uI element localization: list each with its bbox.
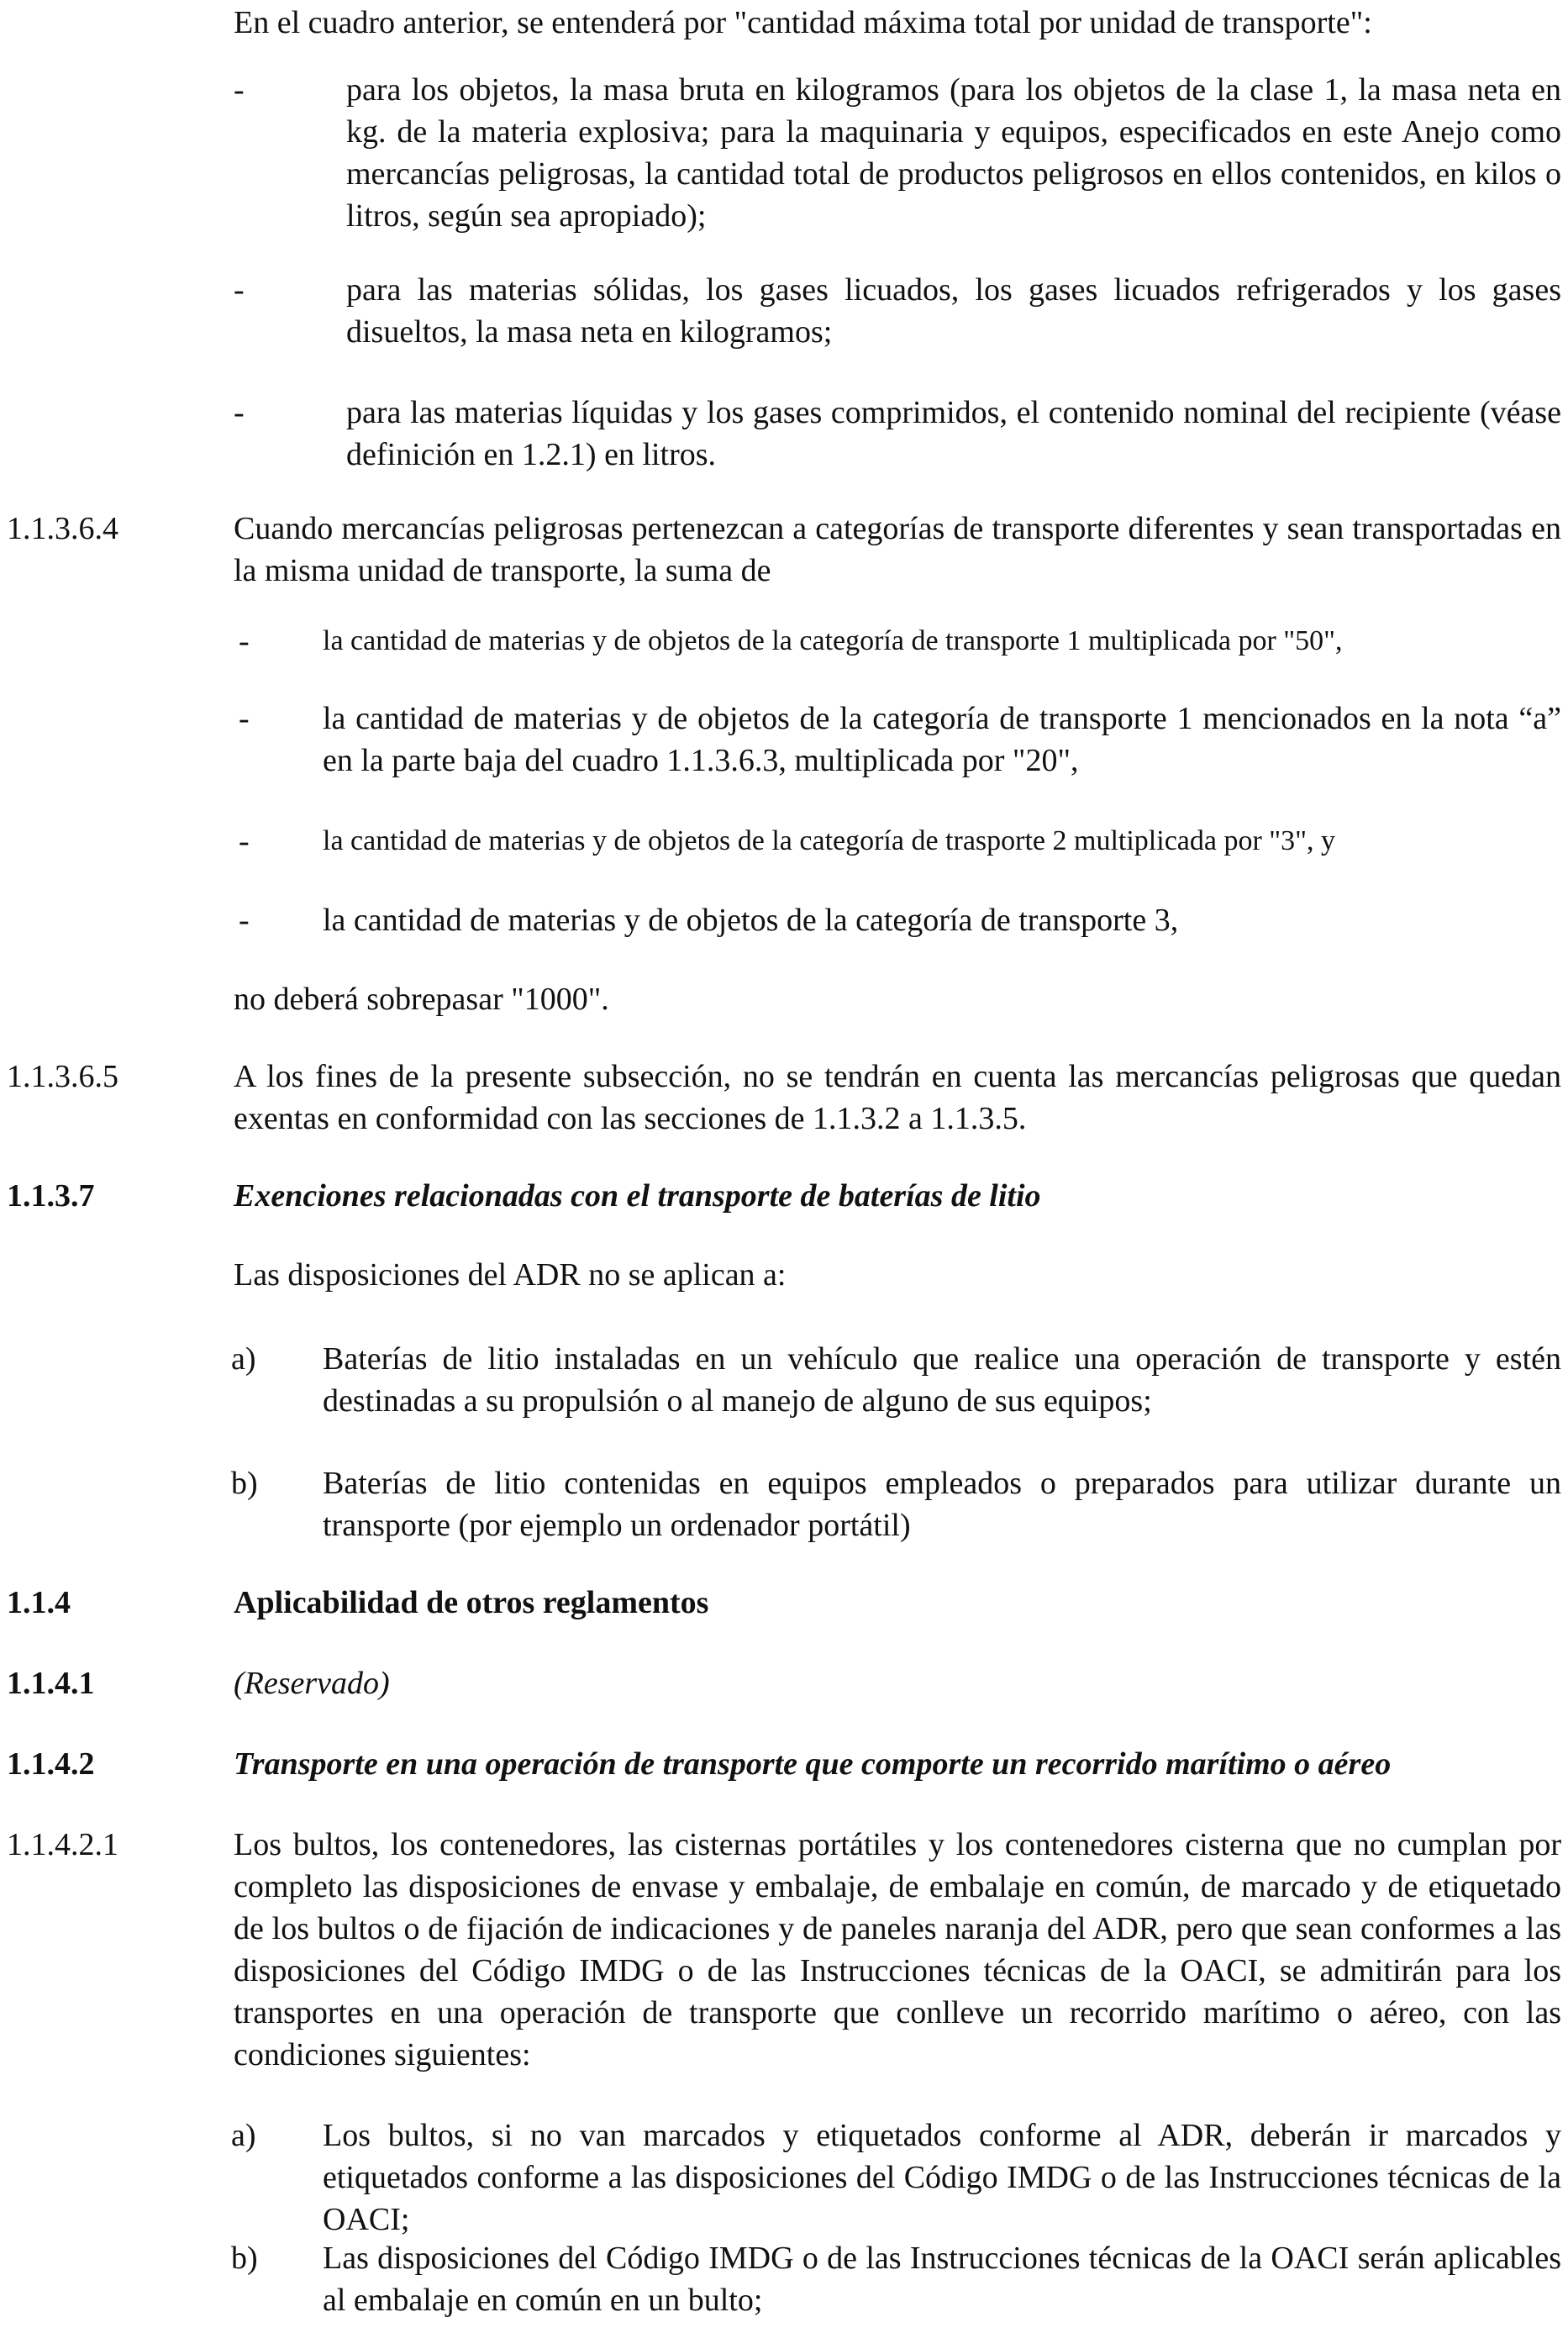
dash-item-objects: para los objetos, la masa bruta en kilogramos (para los objetos de la clase 1, la masa neta en kg. de la materia explosiva; para la maquinaria y equipos, especificados en este Anejo como mercancías peligrosas, la cantidad total de productos peligrosos en ellos contenidos, en kilos o litros, según sea apropiado);: [346, 72, 1561, 234]
list-label: a): [231, 1341, 256, 1377]
intro-paragraph: En el cuadro anterior, se entenderá por "cantidad máxima total por unidad de transporte":: [234, 5, 1372, 40]
sum-item-category-3: la cantidad de materias y de objetos de la categoría de transporte 3,: [323, 903, 1179, 938]
dash-bullet: -: [239, 701, 250, 736]
dash-bullet: -: [239, 824, 250, 859]
sum-item-category-2: la cantidad de materias y de objetos de la categoría de trasporte 2 multiplicada por "3", y: [323, 825, 1336, 856]
section-number: 1.1.4.2.1: [7, 1827, 118, 1862]
list-label: b): [231, 1466, 258, 1501]
dash-item-solids: para las materias sólidas, los gases licuados, los gases licuados refrigerados y los gases disueltos, la masa neta en kilogramos;: [346, 272, 1561, 350]
section-heading: Transporte en una operación de transporte que comporte un recorrido marítimo o aéreo: [234, 1746, 1392, 1782]
section-number: 1.1.3.6.5: [7, 1059, 118, 1094]
dash-bullet: -: [239, 624, 250, 659]
list-item: Baterías de litio instaladas en un vehículo que realice una operación de transporte y estén destinadas a su propulsión o al manejo de alguno de sus equipos;: [323, 1341, 1561, 1419]
dash-bullet: -: [239, 903, 250, 938]
list-item: Los bultos, si no van marcados y etiquetados conforme al ADR, deberán ir marcados y etiquetados conforme a las disposiciones del Código IMDG o de las Instrucciones técnicas de la OACI;: [323, 2118, 1561, 2237]
section-number: 1.1.4.1: [7, 1666, 95, 1701]
dash-item-liquids: para las materias líquidas y los gases comprimidos, el contenido nominal del recipiente (véase definición en 1.2.1) en litros.: [346, 395, 1561, 472]
list-label: b): [231, 2241, 258, 2276]
dash-bullet: -: [234, 272, 245, 308]
section-heading: (Reservado): [234, 1666, 390, 1701]
section-number: 1.1.3.6.4: [7, 511, 118, 546]
sum-closing: no deberá sobrepasar "1000".: [234, 982, 609, 1017]
list-label: a): [231, 2118, 256, 2153]
list-item: Baterías de litio contenidas en equipos empleados o preparados para utilizar durante un transporte (por ejemplo un ordenador portátil): [323, 1466, 1561, 1543]
sum-item-category-1: la cantidad de materias y de objetos de la categoría de transporte 1 multiplicada por "50",: [323, 625, 1343, 656]
section-paragraph: A los fines de la presente subsección, no se tendrán en cuenta las mercancías peligrosas que quedan exentas en conformidad con las secciones de 1.1.3.2 a 1.1.3.5.: [234, 1059, 1561, 1136]
section-paragraph: Los bultos, los contenedores, las cisternas portátiles y los contenedores cisterna que no cumplan por completo las disposiciones de envase y embalaje, de embalaje en común, de marcado y de etiquetado de los bultos o de fijación de indicaciones y de paneles naranja del ADR, pero que sean conformes a las disposiciones del Código IMDG o de las Instrucciones técnicas de la OACI, se admitirán para los transportes en una operación de transporte que conlleve un recorrido marítimo o aéreo, con las condiciones siguientes:: [234, 1827, 1561, 2072]
section-number: 1.1.4: [7, 1585, 71, 1620]
section-heading: Exenciones relacionadas con el transporte de baterías de litio: [234, 1178, 1041, 1214]
list-item: Las disposiciones del Código IMDG o de las Instrucciones técnicas de la OACI serán aplicables al embalaje en común en un bulto;: [323, 2241, 1561, 2318]
section-paragraph: Cuando mercancías peligrosas pertenezcan a categorías de transporte diferentes y sean transportadas en la misma unidad de transporte, la suma de: [234, 511, 1561, 588]
sum-item-category-1-note-a: la cantidad de materias y de objetos de la categoría de transporte 1 mencionados en la nota “a” en la parte baja del cuadro 1.1.3.6.3, multiplicada por "20",: [323, 701, 1561, 778]
section-number: 1.1.4.2: [7, 1746, 95, 1782]
section-heading: Aplicabilidad de otros reglamentos: [234, 1585, 709, 1620]
section-paragraph: Las disposiciones del ADR no se aplican a:: [234, 1257, 787, 1293]
dash-bullet: -: [234, 395, 245, 430]
section-number: 1.1.3.7: [7, 1178, 95, 1214]
dash-bullet: -: [234, 72, 245, 108]
